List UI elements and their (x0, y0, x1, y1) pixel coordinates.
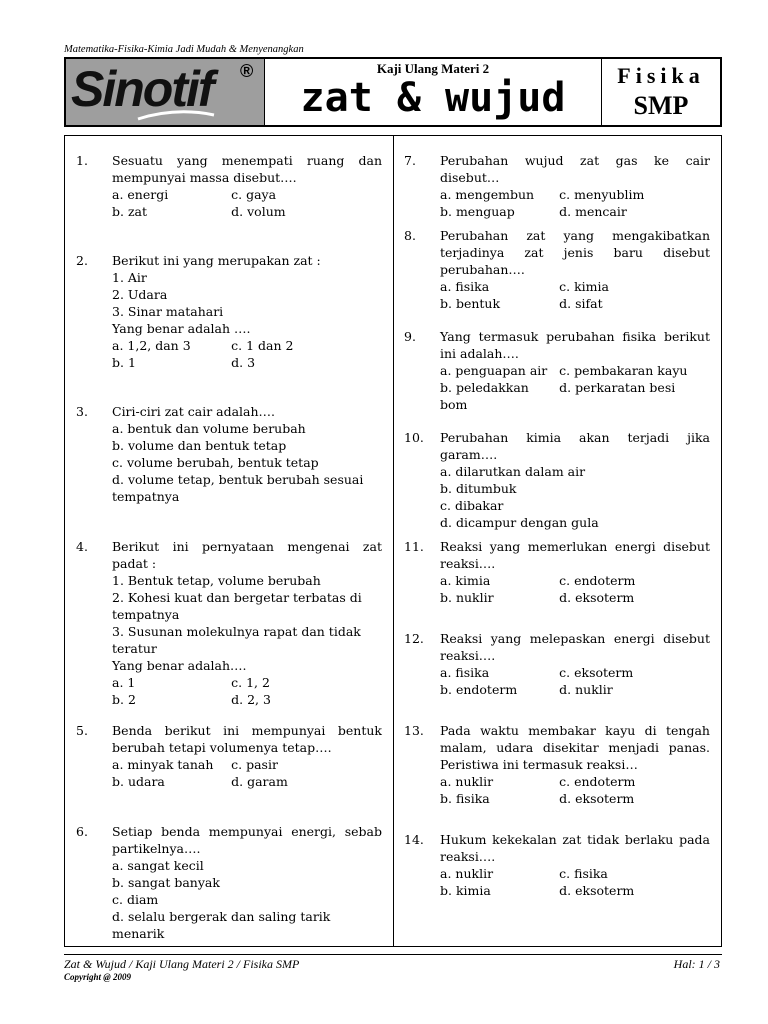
answer-option: d. 3 (231, 355, 256, 370)
question-7 (404, 152, 710, 220)
answer-option: d. selalu bergerak dan saling tarik menarik (112, 909, 331, 941)
answer-option: a. bentuk dan volume berubah (112, 421, 306, 436)
copyright: Copyright @ 2009 (64, 972, 131, 982)
footer (64, 954, 722, 982)
question-number: 8. (404, 228, 416, 243)
question-stem: Pada waktu membakar kayu di tengah malam, udara disekitar menjadi panas. Peristiwa ini termasuk reaksi… (440, 723, 710, 772)
answer-option: b. menguap (440, 204, 515, 219)
answer-option: c. volume berubah, bentuk tetap (112, 455, 319, 470)
answer-option: b. ditumbuk (440, 481, 517, 496)
question-number: 13. (404, 723, 424, 738)
answer-option: b. volume dan bentuk tetap (112, 438, 287, 453)
answer-option: b. sangat banyak (112, 875, 220, 890)
question-5 (76, 722, 382, 790)
question-number: 11. (404, 539, 424, 554)
answer-option: a. energi (112, 187, 169, 202)
answer-row (112, 674, 382, 691)
question-12 (404, 630, 710, 698)
answer-row (440, 882, 710, 899)
answer-option: a. minyak tanah (112, 757, 214, 772)
question-stem: Yang termasuk perubahan fisika berikut ini adalah…. (440, 329, 710, 361)
answer-option: a. kimia (440, 573, 491, 588)
answer-option: a. mengembun (440, 187, 535, 202)
question-stem: Ciri-ciri zat cair adalah…. (112, 404, 276, 419)
question-14 (404, 831, 710, 899)
question-number: 1. (76, 153, 88, 168)
answer-option: c. endoterm (559, 573, 636, 588)
answer-row (440, 203, 710, 220)
subject-block (602, 59, 720, 125)
question-8 (404, 227, 710, 312)
answer-option: b. kimia (440, 883, 491, 898)
question-1 (76, 152, 382, 220)
answer-option: d. dicampur dengan gula (440, 515, 599, 530)
answer-option: b. udara (112, 774, 165, 789)
answer-option: c. pasir (231, 757, 278, 772)
answer-option: d. volume tetap, bentuk berubah sesuai tempatnya (112, 472, 364, 504)
footer-left: Zat & Wujud / Kaji Ulang Materi 2 / Fisika SMP (64, 957, 300, 971)
question-number: 14. (404, 832, 424, 847)
answer-option: a. dilarutkan dalam air (440, 464, 586, 479)
answer-row (440, 362, 710, 379)
answer-option: b. fisika (440, 791, 490, 806)
answer-option: b. zat (112, 204, 148, 219)
list-item: 2. Udara (112, 287, 168, 302)
answer-row (440, 773, 710, 790)
question-11 (404, 538, 710, 606)
column-divider (393, 135, 394, 947)
logo (66, 59, 265, 125)
question-4 (76, 538, 382, 708)
question-stem: Benda berikut ini mempunyai bentuk berubah tetapi volumenya tetap…. (112, 723, 382, 755)
answer-row (440, 278, 710, 295)
answer-option: c. pembakaran kayu (559, 363, 688, 378)
answer-option: b. nuklir (440, 590, 494, 605)
answer-row (112, 354, 382, 371)
header (64, 57, 722, 127)
question-number: 4. (76, 539, 88, 554)
subject-label: Fisika (617, 63, 705, 88)
answer-option: d. volum (231, 204, 286, 219)
question-stem: Hukum kekekalan zat tidak berlaku pada reaksi…. (440, 832, 710, 864)
answer-option: c. diam (112, 892, 159, 907)
registered-mark: ® (240, 61, 254, 81)
question-3 (76, 403, 382, 505)
answer-option: a. fisika (440, 665, 490, 680)
answer-option: c. gaya (231, 187, 277, 202)
question-prompt: Yang benar adalah …. (112, 321, 251, 336)
answer-option: c. dibakar (440, 498, 504, 513)
answer-option: c. kimia (559, 279, 609, 294)
list-item: 1. Bentuk tetap, volume berubah (112, 573, 321, 588)
series-label: Kaji Ulang Materi 2 (376, 61, 490, 76)
question-prompt: Yang benar adalah…. (112, 658, 247, 673)
question-number: 7. (404, 153, 416, 168)
answer-option: d. mencair (559, 204, 627, 219)
answer-option: c. endoterm (559, 774, 636, 789)
question-number: 12. (404, 631, 424, 646)
answer-option: a. 1 (112, 675, 136, 690)
question-13 (404, 722, 710, 807)
answer-row (440, 186, 710, 203)
question-number: 10. (404, 430, 424, 445)
answer-option: d. eksoterm (559, 590, 635, 605)
answer-option: a. sangat kecil (112, 858, 204, 873)
answer-row (440, 572, 710, 589)
list-item: 1. Air (112, 270, 147, 285)
answer-row (112, 756, 382, 773)
answer-row (440, 681, 710, 698)
question-stem: Perubahan kimia akan terjadi jika garam…. (440, 430, 710, 462)
answer-option: d. perkaratan besi (559, 380, 676, 395)
question-stem: Perubahan wujud zat gas ke cair disebut… (440, 153, 710, 185)
answer-row (440, 865, 710, 882)
question-9 (404, 328, 710, 413)
list-item: 3. Susunan molekulnya rapat dan tidak teratur (112, 624, 361, 656)
answer-row (440, 379, 710, 413)
answer-row (112, 203, 382, 220)
question-stem: Setiap benda mempunyai energi, sebab partikelnya…. (112, 824, 382, 856)
answer-row (440, 664, 710, 681)
answer-row (440, 295, 710, 312)
answer-option: d. 2, 3 (231, 692, 271, 707)
question-10 (404, 429, 710, 531)
question-number: 2. (76, 253, 88, 268)
answer-option: d. eksoterm (559, 883, 635, 898)
page-title: zat & wujud (300, 75, 566, 121)
answer-option: c. fisika (559, 866, 608, 881)
answer-option: a. 1,2, dan 3 (112, 338, 191, 353)
question-stem: Perubahan zat yang mengakibatkan terjadinya zat jenis baru disebut perubahan…. (440, 228, 710, 277)
answer-option: c. 1 dan 2 (231, 338, 294, 353)
answer-option: b. 2 (112, 692, 136, 707)
answer-option: a. nuklir (440, 774, 494, 789)
answer-option: a. fisika (440, 279, 490, 294)
level-label: SMP (633, 91, 689, 120)
answer-option: a. penguapan air (440, 363, 548, 378)
tagline: Matematika-Fisika-Kimia Jadi Mudah & Menyenangkan (64, 44, 304, 55)
answer-option: b. 1 (112, 355, 136, 370)
answer-row (112, 773, 382, 790)
answer-row (440, 589, 710, 606)
answer-option: b. endoterm (440, 682, 518, 697)
answer-option: d. garam (231, 774, 288, 789)
answer-option: d. eksoterm (559, 791, 635, 806)
answer-option: b. bentuk (440, 296, 501, 311)
question-stem: Reaksi yang melepaskan energi disebut reaksi…. (440, 631, 710, 663)
list-item: 3. Sinar matahari (112, 304, 224, 319)
answer-row (112, 186, 382, 203)
answer-option: c. menyublim (559, 187, 645, 202)
question-number: 9. (404, 329, 416, 344)
answer-row (440, 790, 710, 807)
answer-option: d. nuklir (559, 682, 613, 697)
question-stem: Reaksi yang memerlukan energi disebut reaksi…. (440, 539, 710, 571)
question-number: 3. (76, 404, 88, 419)
answer-option: a. nuklir (440, 866, 494, 881)
answer-row (112, 337, 382, 354)
page-number: Hal: 1 / 3 (673, 957, 720, 971)
answer-option: d. sifat (559, 296, 603, 311)
logo-text: Sinotif (71, 61, 213, 117)
question-number: 5. (76, 723, 88, 738)
answer-option: c. eksoterm (559, 665, 634, 680)
question-stem: Berikut ini yang merupakan zat : (112, 253, 321, 268)
question-stem: Berikut ini pernyataan mengenai zat padat : (112, 539, 382, 571)
logo-swoosh-icon (136, 109, 216, 123)
question-2 (76, 252, 382, 371)
list-item: 2. Kohesi kuat dan bergetar terbatas di tempatnya (112, 590, 362, 622)
answer-option: c. 1, 2 (231, 675, 270, 690)
question-6 (76, 823, 382, 942)
question-stem: Sesuatu yang menempati ruang dan mempunyai massa disebut…. (112, 153, 382, 185)
answer-row (112, 691, 382, 708)
answer-option: b. peledakkan bom (440, 380, 529, 412)
question-number: 6. (76, 824, 88, 839)
title-block (265, 59, 602, 125)
